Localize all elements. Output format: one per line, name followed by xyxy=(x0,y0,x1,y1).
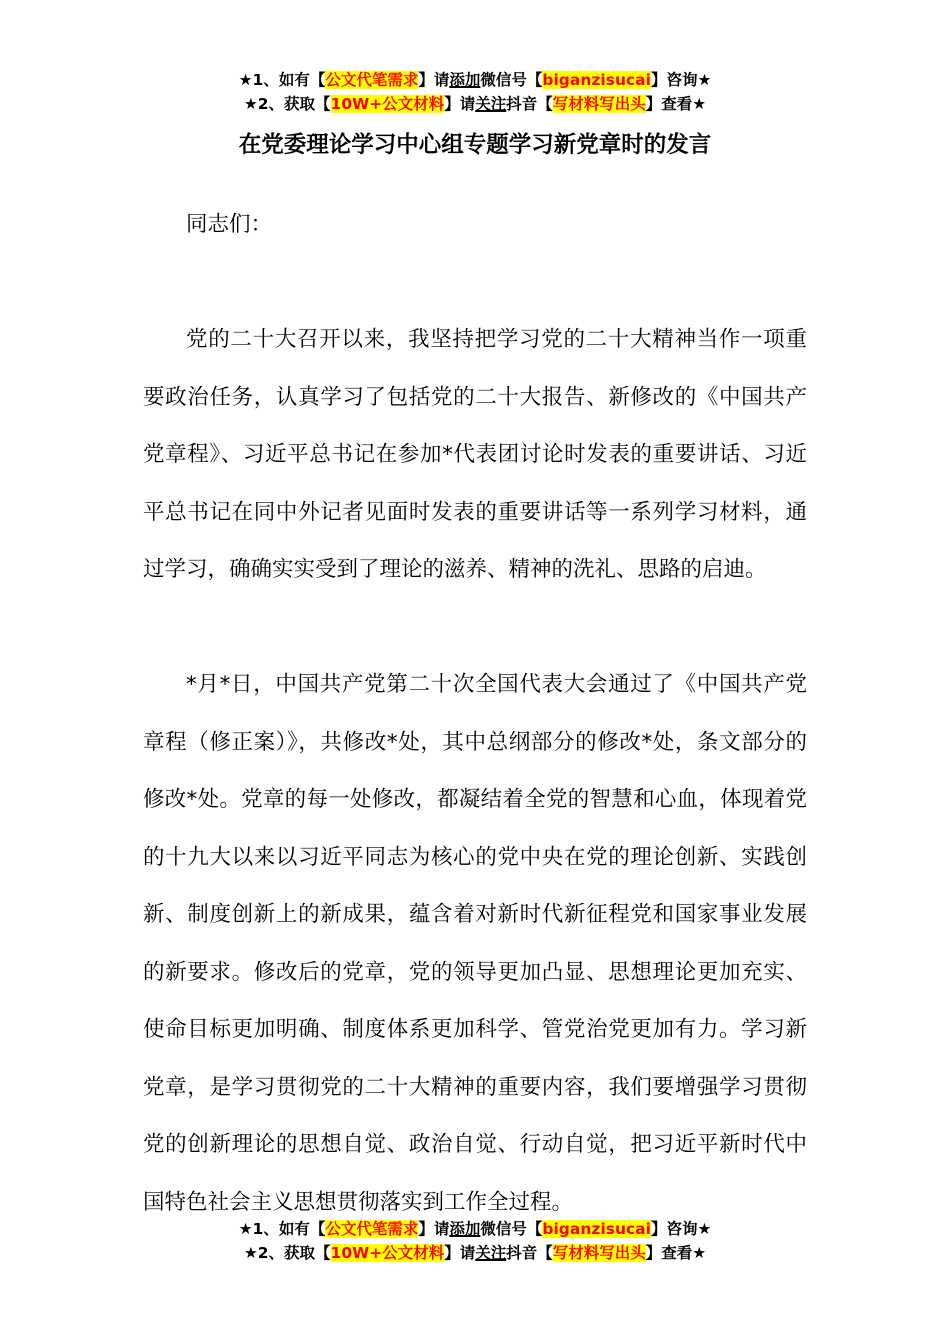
promo-line-2-prefix: ★2、获取【 xyxy=(243,95,331,113)
promo-line-2-suffix: 】查看★ xyxy=(645,95,707,113)
promo-line-2-repeat xyxy=(0,1241,950,1265)
promo-line-1-repeat xyxy=(0,1217,950,1241)
promo-banner-bottom xyxy=(0,1217,950,1265)
promo-line-2-highlight: 10W+公文材料 xyxy=(330,1244,445,1262)
promo-line-1-underlined: 添加 xyxy=(449,1220,481,1238)
promo-line-2-middle-a: 】请 xyxy=(444,1244,476,1262)
salutation: 同志们： xyxy=(186,212,273,237)
promo-line-2-middle-b: 抖音【 xyxy=(506,95,553,113)
promo-banner-top xyxy=(0,68,950,116)
promo-line-2-underlined: 关注 xyxy=(475,95,507,113)
promo-line-1 xyxy=(0,68,950,92)
promo-line-2-id: 写材料写出头 xyxy=(552,1244,646,1262)
promo-line-1-prefix: ★1、如有【 xyxy=(238,71,326,89)
paragraph-2: *月*日，中国共产党第二十次全国代表大会通过了《中国共产党章程（修正案）》，共修改*处，其中总纲部分的修改*处，条文部分的修改*处。党章的每一处修改，都凝结着全党的智慧和心血，体现着党的十九大以来以习近平同志为核心的党中央在党的理论创新、实践创新、制度创新上的新成果，蕴含着对新时代新征程党和国家事业发展的新要求。修改后的党章，党的领导更加凸显、思想理论更加充实、使命目标更加明确、制度体系更加科学、管党治党更加有力。学习新党章，是学习贯彻党的二十大精神的重要内容，我们要增强学习贯彻党的创新理论的思想自觉、政治自觉、行动自觉，把习近平新时代中国特色社会主义思想贯彻落实到工作全过程。 xyxy=(143,672,807,1215)
promo-line-1-id: biganzisucai xyxy=(542,1220,651,1238)
promo-line-1-id: biganzisucai xyxy=(542,71,651,89)
promo-line-1-middle-a: 】请 xyxy=(418,1220,450,1238)
promo-line-2-middle-a: 】请 xyxy=(444,95,476,113)
promo-line-2-prefix: ★2、获取【 xyxy=(243,1244,331,1262)
promo-line-2-id: 写材料写出头 xyxy=(552,95,646,113)
promo-line-2 xyxy=(0,92,950,116)
promo-line-1-suffix: 】咨询★ xyxy=(650,1220,712,1238)
promo-line-1-prefix: ★1、如有【 xyxy=(238,1220,326,1238)
document-title: 在党委理论学习中心组专题学习新党章时的发言 xyxy=(238,132,712,158)
paragraph-1: 党的二十大召开以来，我坚持把学习党的二十大精神当作一项重要政治任务，认真学习了包括党的二十大报告、新修改的《中国共产党章程》、习近平总书记在参加*代表团讨论时发表的重要讲话、习近平总书记在同中外记者见面时发表的重要讲话等一系列学习材料，通过学习，确确实实受到了理论的滋养、精神的洗礼、思路的启迪。 xyxy=(143,327,807,582)
promo-line-1-middle-b: 微信号【 xyxy=(480,71,543,89)
promo-line-1-highlight: 公文代笔需求 xyxy=(325,71,419,89)
document-body xyxy=(143,196,807,1231)
promo-line-1-middle-a: 】请 xyxy=(418,71,450,89)
promo-line-2-suffix: 】查看★ xyxy=(645,1244,707,1262)
promo-line-1-suffix: 】咨询★ xyxy=(650,71,712,89)
promo-line-1-middle-b: 微信号【 xyxy=(480,1220,543,1238)
promo-line-2-highlight: 10W+公文材料 xyxy=(330,95,445,113)
promo-line-2-underlined: 关注 xyxy=(475,1244,507,1262)
promo-line-1-underlined: 添加 xyxy=(449,71,481,89)
promo-line-1-highlight: 公文代笔需求 xyxy=(325,1220,419,1238)
promo-line-2-middle-b: 抖音【 xyxy=(506,1244,553,1262)
